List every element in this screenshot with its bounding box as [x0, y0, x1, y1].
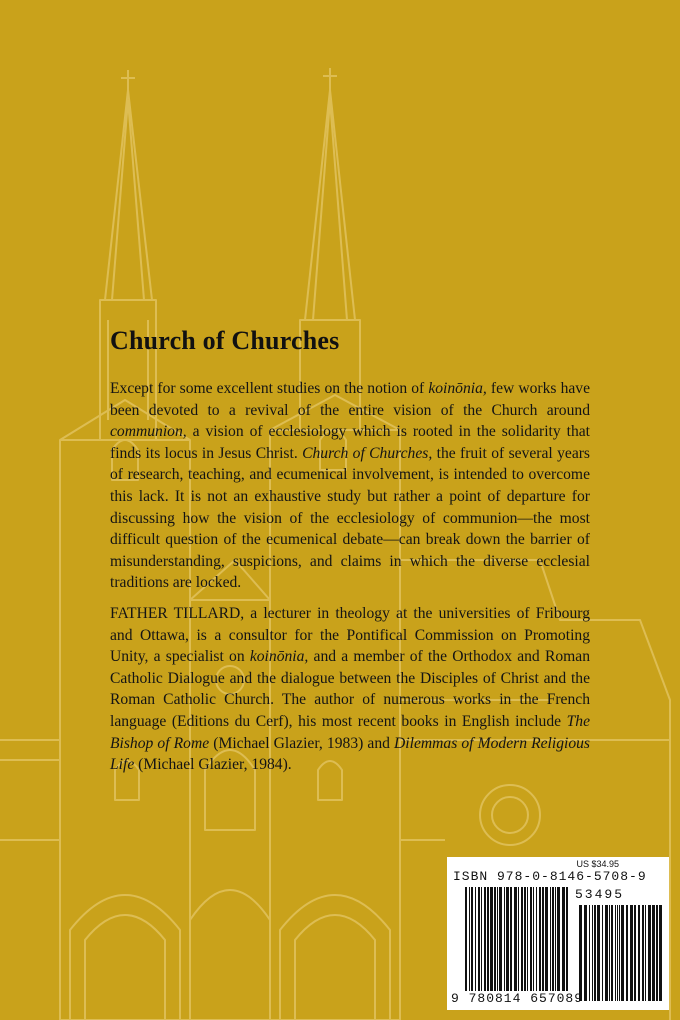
barcode-bar: [506, 887, 509, 991]
barcode-bar: [656, 905, 658, 1001]
barcode-bar: [602, 905, 603, 1001]
barcode-bar: [566, 887, 568, 991]
price-text: US $34.95: [576, 859, 619, 869]
author-bio-paragraph: FATHER TILLARD, a lecturer in theology at the universities of Fribourg and Ottawa, is a consultor for the Pontifical Commission on Promoting Unity, a specialist on koinōnia, and a member of the Orthodox and Roman Catholic Dialogue and the dialogue between the Disciples of Christ and the Roman Catholic Church. The author of numerous works in the French language (Editions du Cerf), his most recent books in English include The Bishop of Rome (Michael Glazier, 1983) and Dilemmas of Modern Religious Life (Michael Glazier, 1984).: [110, 605, 591, 774]
isbn-text: ISBN 978-0-8146-5708-9: [453, 869, 647, 884]
barcode-bar: [648, 905, 651, 1001]
barcode-bar: [589, 905, 590, 1001]
barcode-bar: [615, 905, 616, 1001]
barcode-bar: [527, 887, 528, 991]
barcode-bar: [465, 887, 467, 991]
barcode-bar: [645, 905, 646, 1001]
barcode-bar: [471, 887, 473, 991]
ean-barcode-bars: [465, 887, 571, 991]
barcode-bar: [605, 905, 608, 1001]
barcode-bar: [630, 905, 633, 1001]
barcode-bar: [550, 887, 551, 991]
barcode-bar: [621, 905, 624, 1001]
barcode-bar: [484, 887, 486, 991]
barcode-bar: [524, 887, 526, 991]
barcode-bar: [626, 905, 628, 1001]
barcode-bar: [594, 905, 596, 1001]
barcode-bar: [536, 887, 537, 991]
barcode-bar: [533, 887, 534, 991]
barcode-bar: [617, 905, 618, 1001]
barcode-bar: [638, 905, 640, 1001]
barcode-bar: [487, 887, 489, 991]
barcode-bar: [494, 887, 496, 991]
barcode-bar: [497, 887, 498, 991]
description-paragraph: Except for some excellent studies on the notion of koinōnia, few works have been devoted to a revival of the entire vision of the Church around communion, a vision of ecclesiology which is rooted in the solidarity that finds its locus in Jesus Christ. Church of Churches, the fruit of several years of research, teaching, and ecumenical involvement, is intended to overcome this lack. It is not an exhaustive study but rather a point of departure for discussing how the vision of the ecclesiology of communion—the most difficult question of the ecumenical debate—can break down the barrier of misunderstanding, suspicions, and claims in which the diverse ecclesial traditions are locked.: [110, 380, 591, 592]
barcode-bar: [510, 887, 512, 991]
barcode-bar: [557, 887, 560, 991]
barcode-bar: [475, 887, 476, 991]
barcode-bar: [579, 905, 582, 1001]
barcode-bar: [530, 887, 532, 991]
barcode-bar: [539, 887, 541, 991]
barcode-bar: [514, 887, 517, 991]
barcode-bar: [659, 905, 662, 1001]
barcode-bar: [619, 905, 620, 1001]
addon-digits: 53495: [575, 887, 625, 902]
barcode-bar: [521, 887, 523, 991]
addon-barcode-bars: [579, 905, 663, 1001]
barcode-bar: [490, 887, 493, 991]
barcode-bar: [518, 887, 519, 991]
barcode-bar: [504, 887, 505, 991]
barcode-bar: [592, 905, 593, 1001]
barcode-bar: [552, 887, 554, 991]
book-title: Church of Churches: [110, 326, 340, 355]
barcode-bar: [478, 887, 480, 991]
barcode-label: [447, 857, 669, 1010]
barcode-bar: [611, 905, 613, 1001]
ean-digits: 9 780814 657089: [451, 991, 584, 1006]
barcode-bar: [469, 887, 470, 991]
barcode-bar: [555, 887, 556, 991]
barcode-bar: [481, 887, 482, 991]
barcode-bar: [597, 905, 600, 1001]
barcode-bar: [642, 905, 644, 1001]
barcode-bar: [499, 887, 502, 991]
barcode-bar: [652, 905, 655, 1001]
barcode-bar: [562, 887, 565, 991]
barcode-bar: [542, 887, 544, 991]
barcode-bar: [584, 905, 587, 1001]
barcode-bar: [634, 905, 636, 1001]
barcode-bar: [545, 887, 548, 991]
barcode-bar: [609, 905, 610, 1001]
